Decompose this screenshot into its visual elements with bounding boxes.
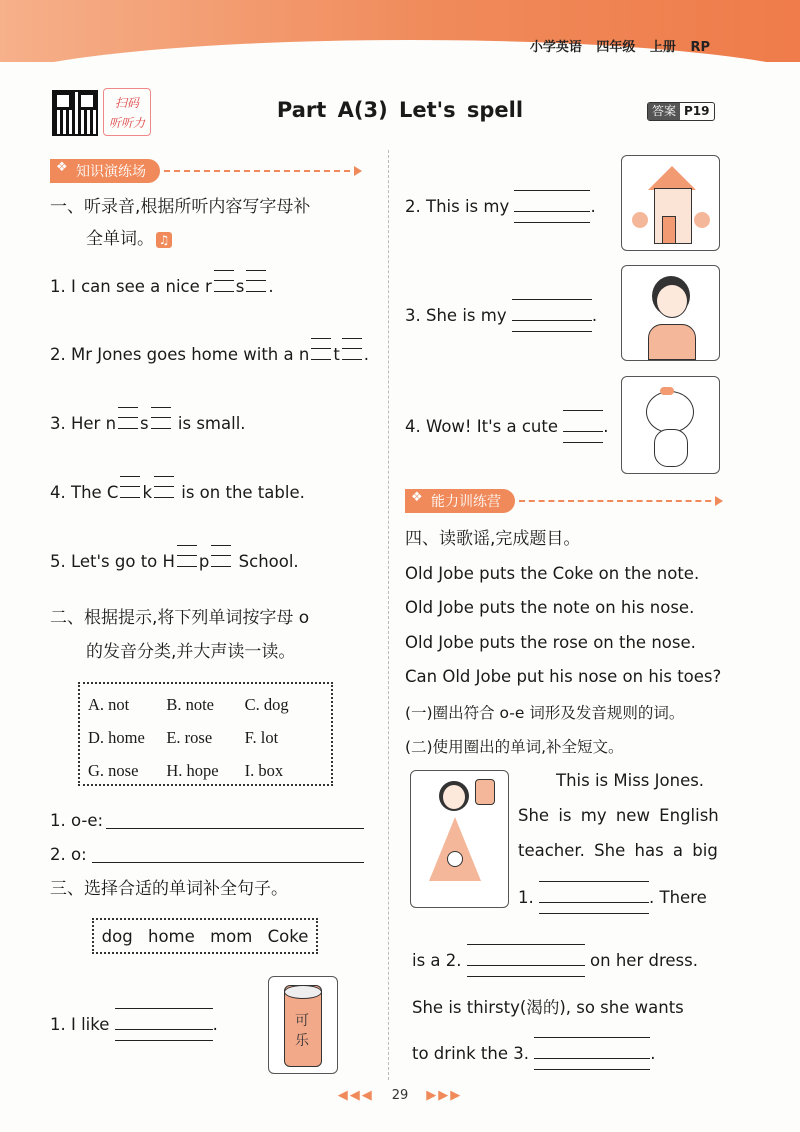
answer-blank[interactable]	[563, 430, 603, 432]
poem-line-4: Can Old Jobe put his nose on his toes?	[405, 667, 722, 686]
q2-answer-label-1: 1. o-e:	[50, 811, 104, 830]
q1-item-2: 2. Mr Jones goes home with a n t .	[50, 345, 370, 364]
miss-jones-picture	[410, 770, 509, 908]
answer-blank[interactable]	[514, 210, 590, 212]
section-tag-practice: ❖ 知识演练场	[50, 160, 360, 182]
q2-answer-line-1[interactable]	[106, 828, 364, 829]
q3-item-3: 3. She is my .	[405, 306, 598, 325]
column-divider	[388, 150, 389, 1080]
q3-item-4: 4. Wow! It's a cute .	[405, 417, 609, 436]
poem-line-3: Old Jobe puts the rose on the nose.	[405, 633, 696, 652]
answer-blank[interactable]	[115, 1028, 213, 1030]
q2-instruction: 二、根据提示,将下列单词按字母 o	[50, 608, 310, 628]
coke-can-picture: 可 乐	[268, 976, 338, 1074]
headphone-icon[interactable]: ♫	[156, 232, 172, 248]
passage-line-4: 1. . There	[518, 888, 707, 907]
letter-blank[interactable]	[120, 496, 140, 498]
passage-line-3: teacher. She has a big	[518, 841, 718, 860]
passage-line-5: is a 2. on her dress.	[412, 951, 698, 970]
passage-line-6: She is thirsty(渴的), so she wants	[412, 998, 684, 1017]
q4-sub-2: (二)使用圈出的单词,补全短文。	[405, 738, 624, 756]
answer-badge: 答案 P19	[647, 102, 715, 121]
q2-answer-label-2: 2. o:	[50, 845, 87, 864]
page-number: 29	[391, 1088, 409, 1103]
q4-instruction: 四、读歌谣,完成题目。	[405, 529, 581, 549]
letter-blank[interactable]	[342, 358, 362, 360]
q1-item-1: 1. I can see a nice r s .	[50, 277, 274, 296]
house-picture	[621, 155, 720, 251]
letter-blank[interactable]	[118, 427, 138, 429]
page-title: Part A(3) Let's spell	[276, 98, 524, 122]
letter-blank[interactable]	[246, 290, 266, 292]
mom-picture	[621, 265, 720, 361]
passage-line-2: She is my new English	[518, 806, 719, 825]
word-options-box: A. not B. note C. dog D. home E. rose F. lot G. nose H. hope I. box	[78, 682, 333, 786]
poem-line-2: Old Jobe puts the note on his nose.	[405, 598, 695, 617]
letter-blank[interactable]	[211, 565, 231, 567]
word-bank-box: dog home mom Coke	[92, 918, 318, 954]
section-tag-ability: ❖ 能力训练营	[405, 490, 721, 512]
q2-answer-line-2[interactable]	[92, 862, 364, 863]
poem-line-1: Old Jobe puts the Coke on the note.	[405, 564, 700, 583]
header-text: 小学英语 四年级 上册 RP	[529, 40, 710, 55]
q1-item-4: 4. The C k is on the table.	[50, 483, 305, 502]
q1-item-5: 5. Let's go to H p School.	[50, 552, 299, 571]
next-arrows-icon: ▶▶▶	[426, 1088, 463, 1103]
passage-line-7: to drink the 3. .	[412, 1044, 656, 1063]
dog-picture	[621, 376, 720, 474]
letter-blank[interactable]	[177, 565, 197, 567]
q3-item-2: 2. This is my .	[405, 197, 596, 216]
q3-instruction: 三、选择合适的单词补全句子。	[50, 879, 288, 899]
passage-line-1: This is Miss Jones.	[556, 771, 705, 790]
q2-instruction-2: 的发音分类,并大声读一读。	[86, 642, 296, 662]
scan-listen-label: 扫码 听听力	[103, 88, 151, 136]
q1-instruction: 一、听录音,根据所听内容写字母补	[50, 197, 311, 217]
answer-blank[interactable]	[539, 901, 649, 903]
letter-blank[interactable]	[214, 290, 234, 292]
answer-blank[interactable]	[534, 1057, 650, 1059]
answer-blank[interactable]	[512, 319, 592, 321]
letter-blank[interactable]	[311, 358, 331, 360]
q1-instruction-2: 全单词。 ♫	[86, 228, 172, 250]
q4-sub-1: (一)圈出符合 o-e 词形及发音规则的词。	[405, 704, 685, 722]
q3-item-1: 1. I like .	[50, 1015, 218, 1034]
page-footer	[0, 1088, 800, 1103]
letter-blank[interactable]	[151, 427, 171, 429]
q1-item-3: 3. Her n s is small.	[50, 414, 246, 433]
answer-blank[interactable]	[467, 964, 585, 966]
prev-arrows-icon: ◀◀◀	[337, 1088, 374, 1103]
letter-blank[interactable]	[154, 496, 174, 498]
